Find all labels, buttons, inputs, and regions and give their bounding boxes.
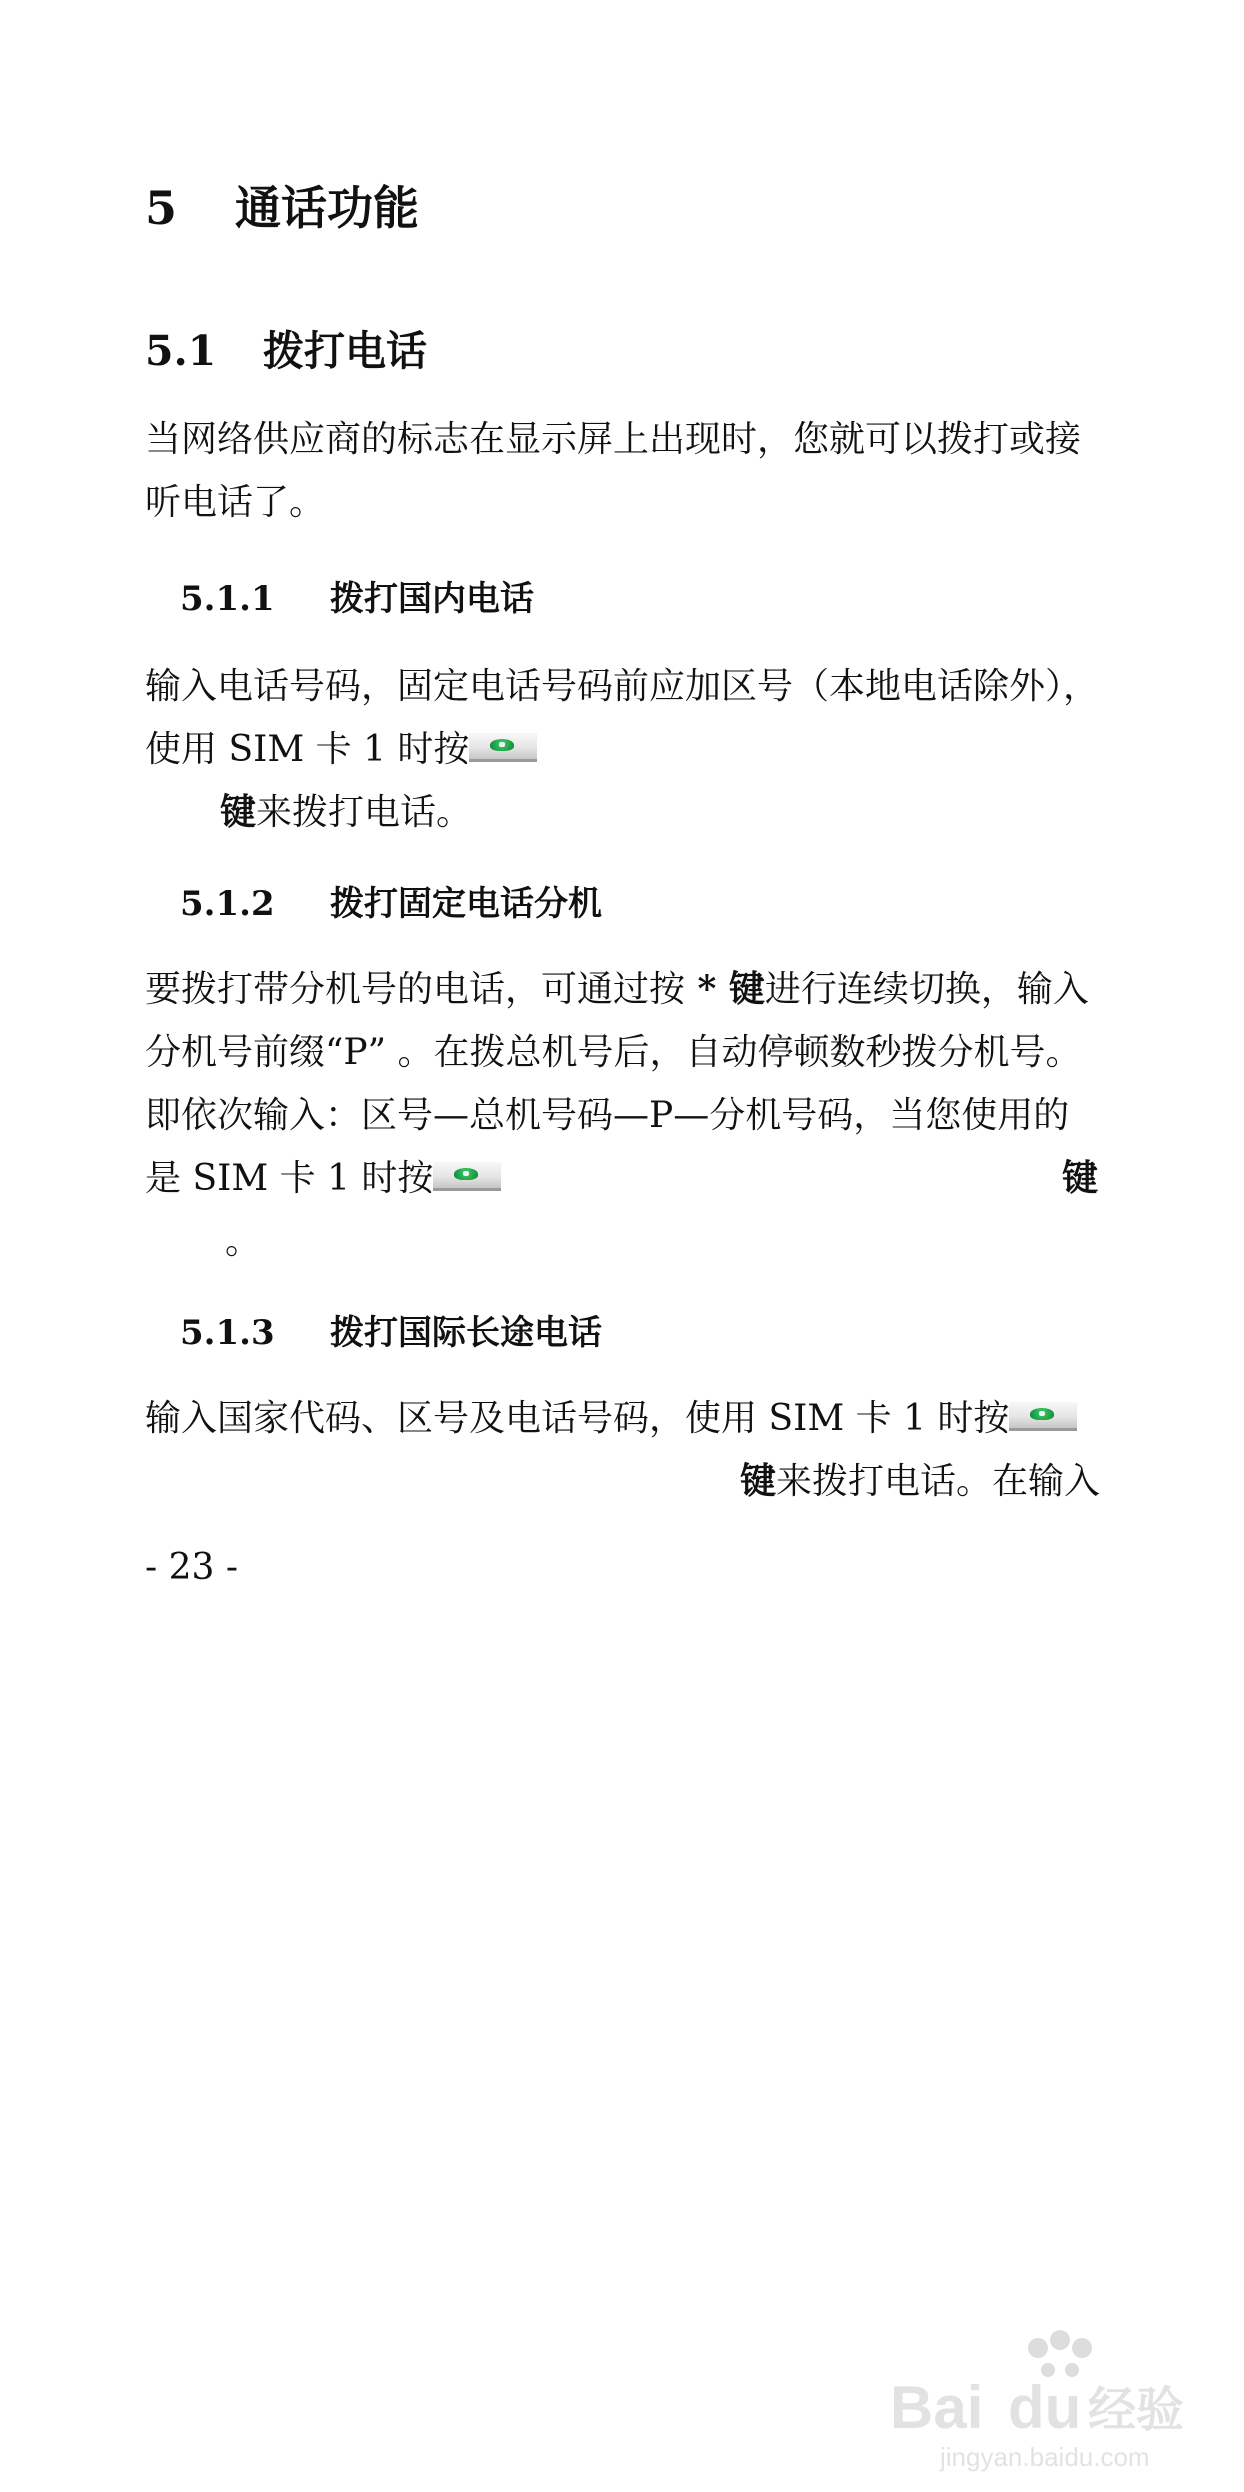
star-key-label: * 键 bbox=[685, 968, 765, 1010]
sub2-line-1-a: 要拨打带分机号的电话，可通过按 bbox=[145, 969, 686, 1010]
sub3-line-2 bbox=[740, 1450, 1100, 1513]
svg-text:Bai: Bai bbox=[890, 2374, 984, 2441]
subsection-heading-5-1-1 bbox=[180, 571, 534, 620]
sub1-line-2-text: 使用 SIM 卡 1 时按 bbox=[145, 729, 470, 770]
key-word: 键 bbox=[739, 1460, 776, 1502]
sub2-line-3: 即依次输入：区号—总机号码—P—分机号码，当您使用的 bbox=[145, 1095, 1070, 1136]
sub2-line-2: 分机号前缀“P” 。在拨总机号后，自动停顿数秒拨分机号。 bbox=[145, 1032, 1082, 1073]
call-key-icon bbox=[1009, 1402, 1077, 1431]
call-key-icon bbox=[433, 1162, 501, 1191]
sub1-line-3 bbox=[220, 781, 472, 844]
section-heading bbox=[145, 318, 427, 377]
subsection-title: 拨打固定电话分机 bbox=[330, 884, 602, 924]
sub1-line-3-text: 来拨打电话。 bbox=[256, 792, 473, 833]
sub1-line-2 bbox=[145, 718, 537, 781]
baidu-jingyan-watermark-icon bbox=[870, 2318, 1200, 2478]
subsection-title: 拨打国内电话 bbox=[330, 579, 534, 619]
sub2-line-4 bbox=[145, 1147, 501, 1210]
svg-text:jingyan.baidu.com: jingyan.baidu.com bbox=[940, 2442, 1150, 2472]
sub2-line-4-text: 是 SIM 卡 1 时按 bbox=[145, 1158, 434, 1199]
chapter-number: 5 bbox=[145, 181, 178, 235]
intro-line-1: 当网络供应商的标志在显示屏上出现时，您就可以拨打或接 bbox=[145, 419, 1082, 460]
subsection-number: 5.1.2 bbox=[180, 884, 275, 924]
sub1-line-1: 输入电话号码，固定电话号码前应加区号（本地电话除外）， bbox=[145, 666, 1100, 707]
page-number: - 23 - bbox=[145, 1547, 239, 1588]
sub3-line-1 bbox=[145, 1387, 1077, 1450]
subsection-heading-5-1-2 bbox=[180, 876, 602, 925]
sub3-line-1-text: 输入国家代码、区号及电话号码，使用 SIM 卡 1 时按 bbox=[145, 1398, 1010, 1439]
subsection-heading-5-1-3 bbox=[180, 1305, 602, 1354]
sub3-line-2-text: 来拨打电话。在输入 bbox=[775, 1461, 1100, 1502]
call-key-icon bbox=[469, 733, 537, 762]
subsection-title: 拨打国际长途电话 bbox=[330, 1313, 602, 1353]
chapter-title: 通话功能 bbox=[235, 181, 419, 235]
sub2-line-1-b: 进行连续切换，输入 bbox=[764, 969, 1089, 1010]
svg-text:经验: 经验 bbox=[1088, 2382, 1185, 2438]
svg-text:du: du bbox=[1008, 2374, 1082, 2441]
key-word: 键 bbox=[220, 791, 257, 833]
sub2-line-1 bbox=[145, 958, 1089, 1021]
subsection-number: 5.1.1 bbox=[180, 579, 275, 619]
subsection-number: 5.1.3 bbox=[180, 1313, 275, 1353]
section-title: 拨打电话 bbox=[263, 327, 427, 375]
section-number: 5.1 bbox=[145, 327, 217, 375]
key-word: 键 bbox=[1062, 1157, 1099, 1199]
intro-line-2: 听电话了。 bbox=[145, 482, 326, 523]
sub2-line-5: 。 bbox=[225, 1221, 262, 1262]
chapter-heading bbox=[145, 172, 419, 238]
